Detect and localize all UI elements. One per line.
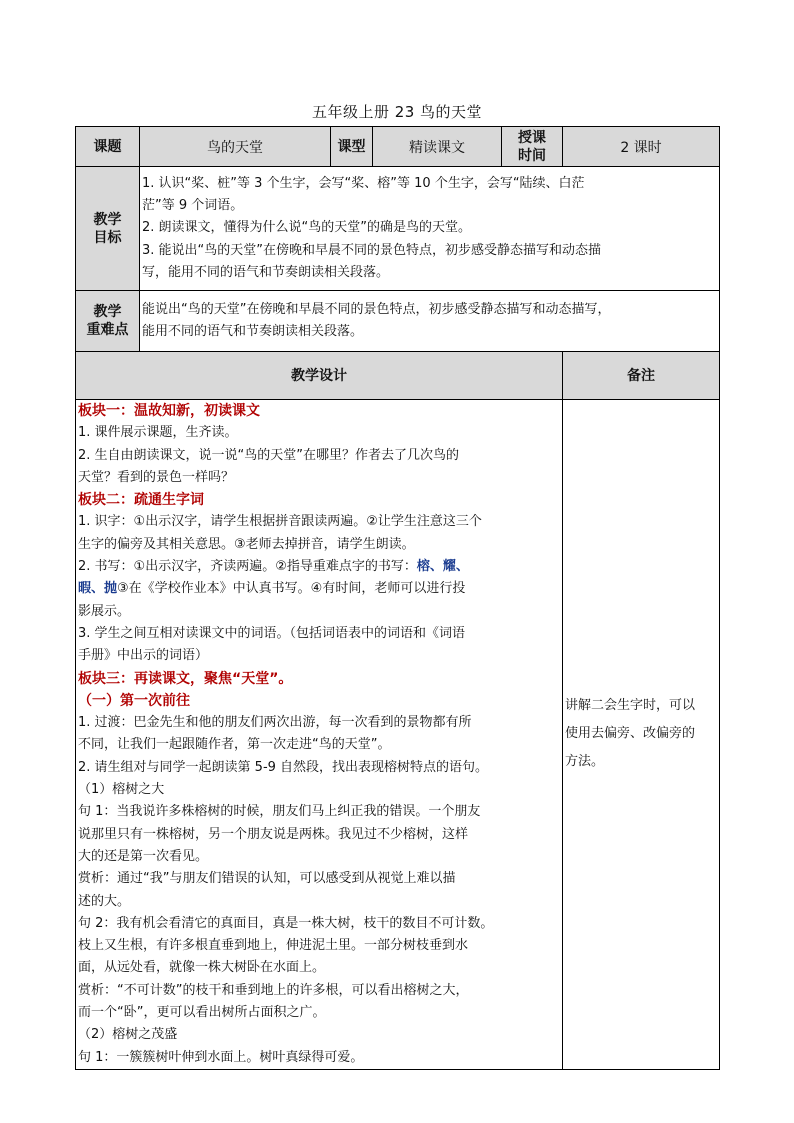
design-line-text: 2. 书写：①出示汉字，齐读两遍。②指导重难点字的书写：: [78, 559, 417, 575]
design-line: 手册》中出示的词语）: [78, 648, 209, 664]
objective-line: 3. 能说出“鸟的天堂”在傍晚和早晨不同的景色特点，初步感受静态描写和动态描: [142, 242, 602, 258]
design-line: 面，从远处看，就像一株大树卧在水面上。: [78, 960, 326, 976]
design-line: 不同，让我们一起跟随作者，第一次走进“鸟的天堂”。: [78, 737, 391, 753]
design-body-row: [76, 400, 720, 1070]
design-header-row: [76, 352, 720, 400]
design-line: 句 1：一簇簇树叶伸到水面上。树叶真绿得可爱。: [78, 1049, 364, 1065]
design-line: （1）榕树之大: [78, 782, 165, 798]
topic-label: 课题: [76, 127, 140, 167]
objectives-label-line2: 目标: [93, 229, 122, 246]
design-line: 生字的偏旁及其相关意思。③老师去掉拼音，请学生朗读。: [78, 536, 415, 552]
objectives-label: [76, 167, 140, 291]
design-line: 天堂？看到的景色一样吗？: [78, 469, 235, 485]
design-line: 说那里只有一株榕树，另一个朋友说是两株。我见过不少榕树，这样: [78, 826, 469, 842]
design-line: 1. 识字：①出示汉字，请学生根据拼音跟读两遍。②让学生注意这三个: [78, 514, 482, 530]
key-point-line: 能说出“鸟的天堂”在傍晚和早晨不同的景色特点，初步感受静态描写和动态描写，: [142, 301, 611, 317]
key-points-label: [76, 291, 140, 352]
notes-content: [563, 400, 720, 1070]
design-line: 句 1：当我说许多株榕树的时候，朋友们马上纠正我的错误。一个朋友: [78, 804, 481, 820]
objectives-content: [140, 167, 720, 291]
objectives-row: [76, 167, 720, 291]
design-line: [78, 556, 561, 578]
key-points-label-line2: 重难点: [86, 322, 129, 338]
class-hours-label: [502, 127, 563, 167]
design-line: 1. 过渡：巴金先生和他的朋友们两次出游，每一次看到的景物都有所: [78, 715, 472, 731]
design-line: 影展示。: [78, 603, 131, 619]
topic-row: [76, 127, 720, 167]
key-points-label-line1: 教学: [93, 304, 122, 320]
topic-value: 鸟的天堂: [140, 127, 331, 167]
design-line: 赏析：通过“我”与朋友们错误的认知，可以感受到从视觉上难以描: [78, 871, 456, 887]
design-line: [78, 578, 561, 600]
lesson-type-label: 课型: [331, 127, 373, 167]
key-characters: 暇、抛: [78, 581, 118, 597]
design-line: 2. 生自由朗读课文，说一说“鸟的天堂”在哪里？作者去了几次鸟的: [78, 447, 460, 463]
class-hours-label-line2: 时间: [518, 147, 546, 164]
note-line: 讲解二会生字时，可以: [565, 698, 696, 714]
notes-header: 备注: [563, 352, 720, 400]
design-line: 枝上又生根，有许多根直垂到地上，伸进泥土里。一部分树枝垂到水: [78, 938, 469, 954]
key-point-line: 能用不同的语气和节奏朗读相关段落。: [142, 324, 364, 339]
design-line: 3. 学生之间互相对读课文中的词语。（包括词语表中的词语和《词语: [78, 625, 466, 641]
design-line: 述的大。: [78, 893, 131, 909]
objective-line: 写，能用不同的语气和节奏朗读相关段落。: [142, 264, 390, 280]
key-points-content: [140, 291, 720, 352]
design-line: 赏析：“不可计数”的枝干和垂到地上的许多根，可以看出榕树之大，: [78, 982, 469, 998]
sub-section-title: （一）第一次前往: [78, 692, 190, 709]
design-line: 1. 课件展示课题，生齐读。: [78, 425, 238, 441]
objective-line: 茫”等 9 个词语。: [142, 198, 244, 214]
page-title: 五年级上册 23 鸟的天堂: [311, 103, 483, 121]
block2-title: 板块二：疏通生字词: [78, 492, 204, 509]
block3-title: 板块三：再读课文，聚焦“天堂”。: [78, 670, 293, 687]
lesson-plan-table: [75, 126, 720, 1070]
objectives-label-line1: 教学: [93, 211, 122, 228]
lesson-type-value: 精读课文: [373, 127, 502, 167]
class-hours-value: 2 课时: [563, 127, 720, 167]
design-content: [76, 400, 563, 1070]
design-line: （2）榕树之茂盛: [78, 1027, 178, 1043]
design-line: 句 2：我有机会看清它的真面目，真是一株大树，枝干的数目不可计数。: [78, 915, 494, 931]
note-line: 方法。: [565, 754, 605, 770]
objective-line: 2. 朗读课文，懂得为什么说“鸟的天堂”的确是鸟的天堂。: [142, 220, 472, 236]
objective-line: 1. 认识“桨、桩”等 3 个生字，会写“桨、榕”等 10 个生字，会写“陆续、白茫: [142, 175, 585, 191]
design-line-text: ③在《学校作业本》中认真书写。④有时间，老师可以进行投: [117, 581, 466, 597]
key-characters: 榕、耀、: [416, 559, 469, 575]
design-line: 2. 请生组对与同学一起朗读第 5-9 自然段，找出表现榕树特点的语句。: [78, 759, 489, 775]
class-hours-label-line1: 授课: [518, 129, 546, 146]
design-header: 教学设计: [76, 352, 563, 400]
block1-title: 板块一：温故知新，初读课文: [78, 403, 260, 419]
design-line: 大的还是第一次看见。: [78, 848, 209, 864]
key-points-row: [76, 291, 720, 352]
note-line: 使用去偏旁、改偏旁的: [565, 726, 696, 742]
design-line: 而一个“卧”，更可以看出树所占面积之广。: [78, 1005, 326, 1021]
